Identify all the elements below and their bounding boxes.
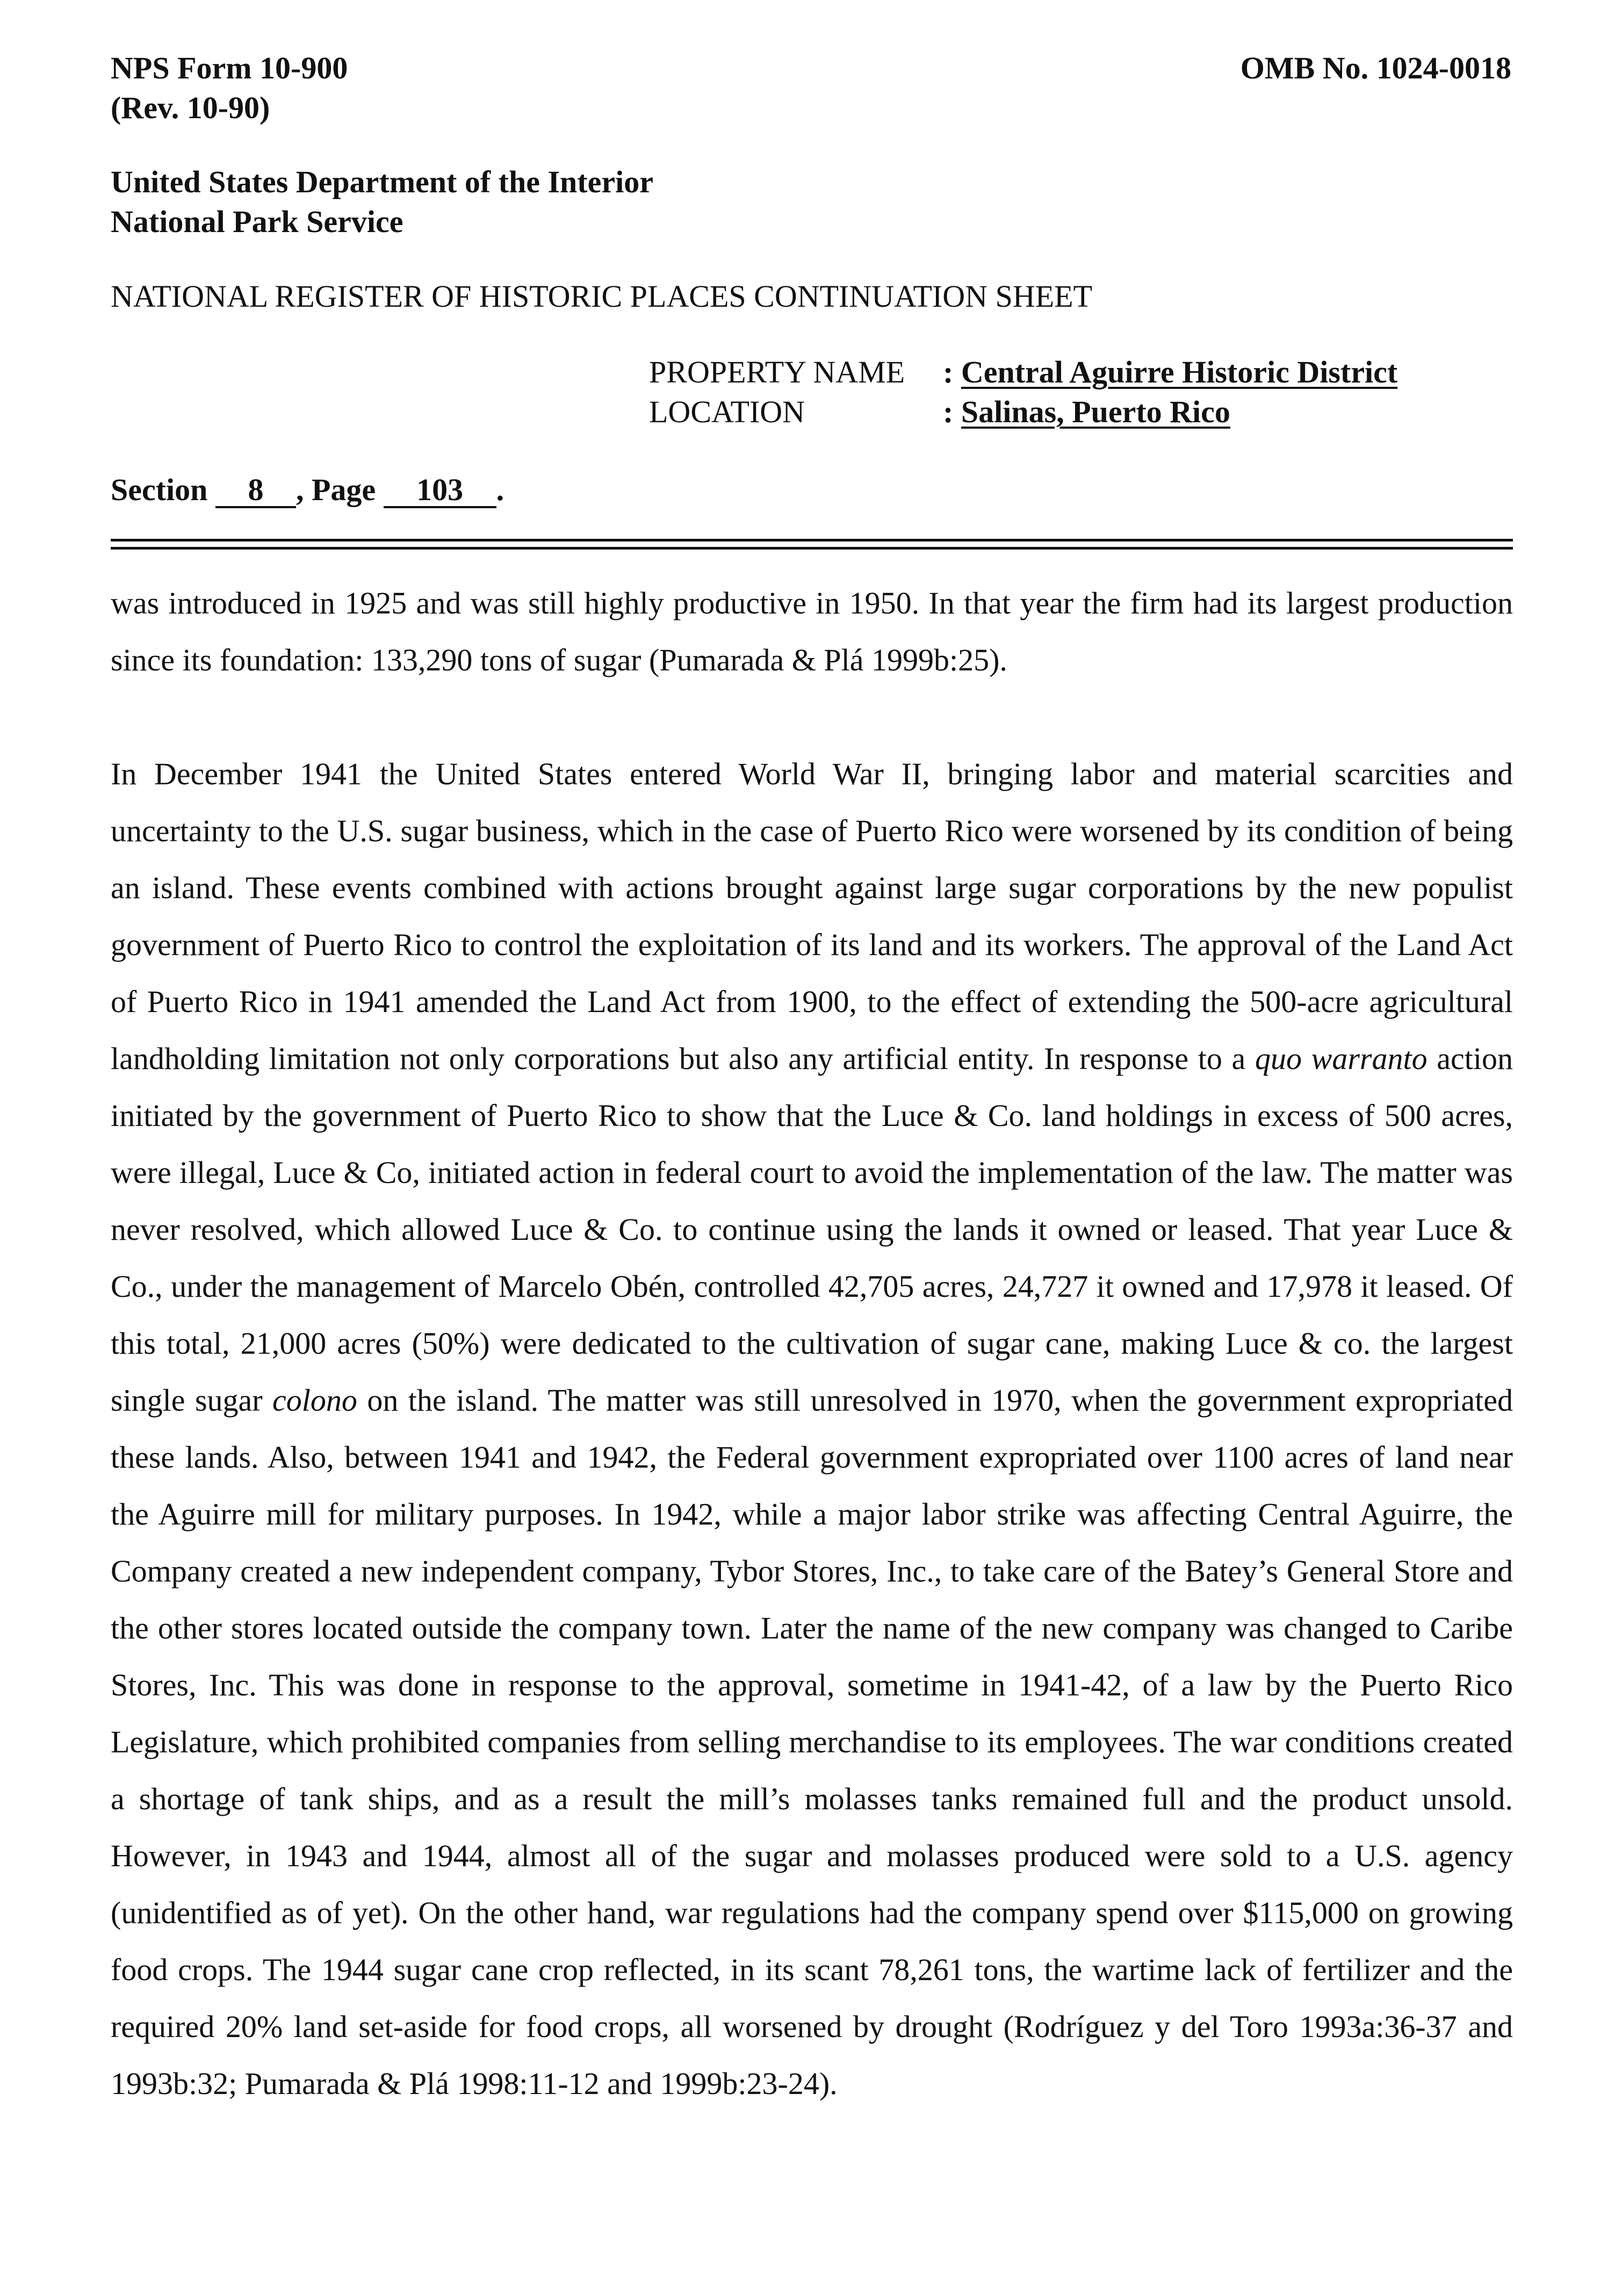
property-name-row [649,352,1397,392]
location-row [649,392,1397,432]
italic-term-colono: colono [272,1383,357,1418]
location-label: LOCATION [649,394,805,429]
property-name-label: PROPERTY NAME [649,355,905,389]
header-rule-top [111,539,1513,541]
section-page-line: Section 8 , Page 103 . [111,472,504,507]
italic-term-quo-warranto: quo warranto [1255,1041,1428,1076]
department-name: United States Department of the Interior [111,164,653,199]
sheet-title: NATIONAL REGISTER OF HISTORIC PLACES CONTINUATION SHEET [111,279,1092,314]
service-name: National Park Service [111,204,403,239]
page-number: 103 [384,474,496,508]
paragraph-2 [111,746,1513,2112]
property-name-separator: : [943,355,954,389]
property-name-field [943,352,1397,392]
header-rule-bottom [111,547,1513,550]
property-info [649,352,1397,432]
location-field [943,392,1230,432]
location-value: Salinas, Puerto Rico [961,394,1230,429]
body-text [111,575,1513,2112]
section-number: 8 [215,474,296,508]
paragraph-2-part-3: on the island. The matter was still unresolved in 1970, when the government expropriated these lands. Also, between 1941 and 1942, the Federal government expropriated over 1100 acres of land near the Aguirre mill for military purposes. In 1942, while a major labor strike was affecting Central Aguirre, the Company created a new independent company, Tybor Stores, Inc., to take care of the Batey’s General Store and the other stores located outside the company town. Later the name of the new company was changed to Caribe Stores, Inc. This was done in response to the approval, sometime in 1941-42, of a law by the Puerto Rico Legislature, which prohibited companies from selling merchandise to its employees. The war conditions created a shortage of tank ships, and as a result the mill’s molasses tanks remained full and the product unsold. However, in 1943 and 1944, almost all of the sugar and molasses produced were sold to a U.S. agency (unidentified as of yet). On the other hand, war regulations had the company spend over $115,000 on growing food crops. The 1944 sugar cane crop reflected, in its scant 78,261 tons, the wartime lack of fertilizer and the required 20% land set-aside for food crops, all worsened by drought (Rodríguez y del Toro 1993a:36-37 and 1993b:32; Pumarada & Plá 1998:11-12 and 1999b:23-24). [111,1383,1513,2101]
paragraph-2-part-2: action initiated by the government of Puerto Rico to show that the Luce & Co. land holdings in excess of 500 acres, were illegal, Luce & Co, initiated action in federal court to avoid the implementation of the law. The matter was never resolved, which allowed Luce & Co. to continue using the lands it owned or leased. That year Luce & Co., under the management of Marcelo Obén, controlled 42,705 acres, 24,727 it owned and 17,978 it leased. Of this total, 21,000 acres (50%) were dedicated to the cultivation of sugar cane, making Luce & co. the largest single sugar [111,1041,1513,1418]
location-separator: : [943,394,954,429]
omb-number: OMB No. 1024-0018 [1240,50,1511,85]
form-identifier [111,48,348,128]
paragraph-1: was introduced in 1925 and was still highly productive in 1950. In that year the firm had its largest production since its foundation: 133,290 tons of sugar (Pumarada & Plá 1999b:25). [111,586,1513,677]
page-label: Page [311,472,376,507]
paragraph-2-part-1: In December 1941 the United States entered World War II, bringing labor and material scarcities and uncertainty to the U.S. sugar business, which in the case of Puerto Rico were worsened by its condition of being an island. These events combined with actions brought against large sugar corporations by the new populist government of Puerto Rico to control the exploitation of its land and its workers. The approval of the Land Act of Puerto Rico in 1941 amended the Land Act from 1900, to the effect of extending the 500-acre agricultural landholding limitation not only corporations but also any artificial entity. In response to a [111,756,1513,1076]
agency-block [111,162,653,242]
form-revision: (Rev. 10-90) [111,90,270,125]
section-label: Section [111,472,208,507]
property-name-value: Central Aguirre Historic District [961,355,1398,389]
form-number: NPS Form 10-900 [111,50,348,85]
